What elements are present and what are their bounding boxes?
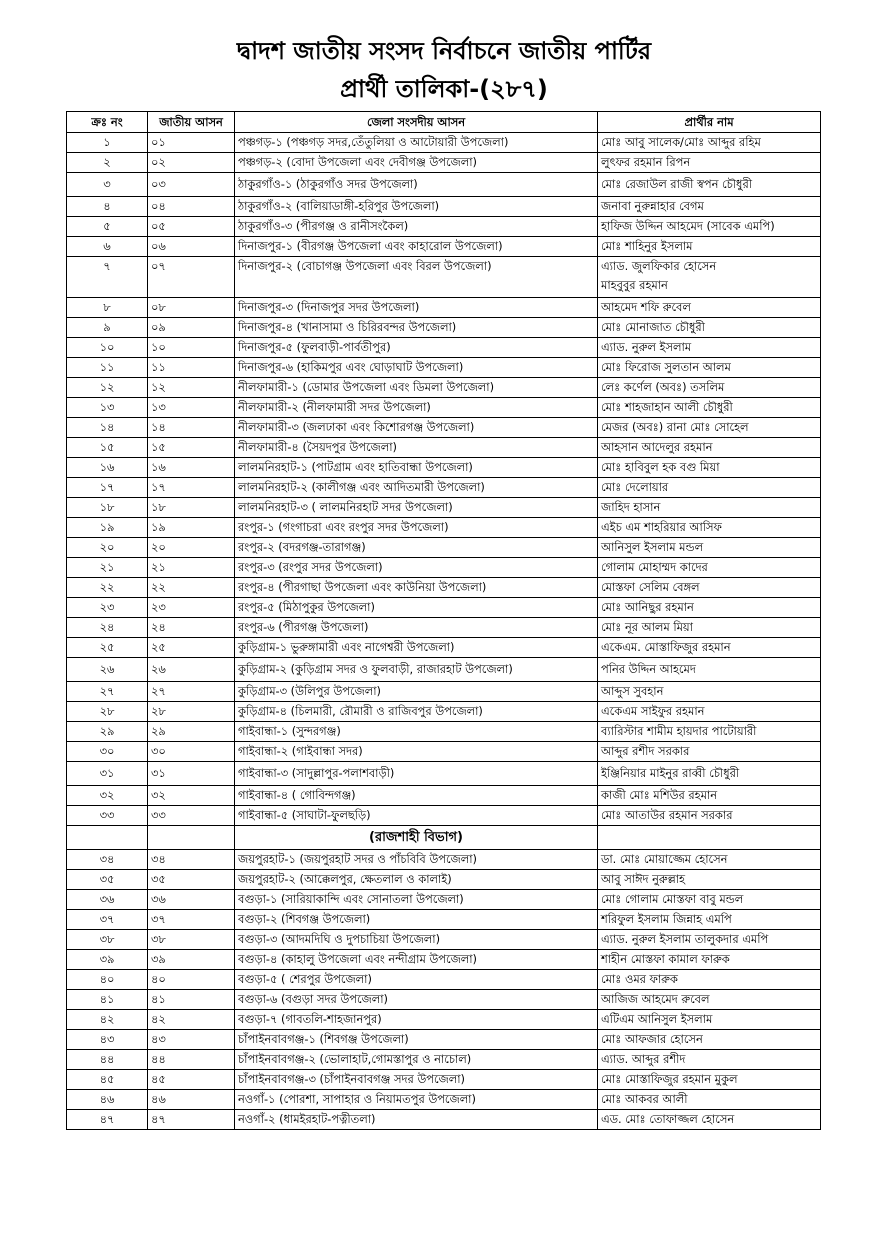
district-seat-cell: পঞ্চগড়-১ (পঞ্চগড় সদর,তেঁতুলিয়া ও আটোয়ারী উপজেলা) [235, 133, 598, 153]
serial-cell: ১ [67, 133, 148, 153]
seat-cell: ০২ [148, 153, 235, 173]
candidate-name-cell: শরিফুল ইসলাম জিন্নাহ এমপি [598, 910, 821, 930]
serial-cell: ৪ [67, 197, 148, 217]
serial-cell: ৪৬ [67, 1090, 148, 1110]
empty-cell [148, 826, 235, 850]
serial-cell: ৫ [67, 217, 148, 237]
candidate-name-cell: আব্দুস সুবহান [598, 682, 821, 702]
district-seat-cell: কুড়িগ্রাম-৪ (চিলমারী, রৌমারী ও রাজিবপুর উপজেলা) [235, 702, 598, 722]
district-seat-cell: রংপুর-৩ (রংপুর সদর উপজেলা) [235, 558, 598, 578]
seat-cell: ১৫ [148, 438, 235, 458]
district-seat-cell: রংপুর-১ (গংগাচরা এবং রংপুর সদর উপজেলা) [235, 518, 598, 538]
district-seat-cell: কুড়িগ্রাম-৩ (উলিপুর উপজেলা) [235, 682, 598, 702]
table-row [67, 598, 821, 618]
serial-cell: ৩২ [67, 786, 148, 806]
seat-cell: ২১ [148, 558, 235, 578]
table-body [67, 133, 821, 1130]
candidate-name-cell: একেএম. মোস্তাফিজুর রহমান [598, 638, 821, 658]
seat-cell: ২২ [148, 578, 235, 598]
seat-cell: ৪৫ [148, 1070, 235, 1090]
candidate-name-cell: মোঃ রেজাউল রাজী স্বপন চৌধুরী [598, 173, 821, 197]
district-seat-cell: লালমনিরহাট-২ (কালীগঞ্জ এবং আদিতমারী উপজেলা) [235, 478, 598, 498]
candidate-name-cell: মোঃ দেলোয়ার [598, 478, 821, 498]
serial-cell: ৬ [67, 237, 148, 257]
table-row [67, 1070, 821, 1090]
serial-cell: ২ [67, 153, 148, 173]
candidate-name-cell: আহসান আদেলুর রহমান [598, 438, 821, 458]
serial-cell: ৪৩ [67, 1030, 148, 1050]
district-seat-cell: কুড়িগ্রাম-২ (কুড়িগ্রাম সদর ও ফুলবাড়ী, রাজারহাট উপজেলা) [235, 658, 598, 682]
table-row [67, 806, 821, 826]
district-seat-cell: ঠাকুরগাঁও-২ (বালিয়াডাঙ্গী-হরিপুর উপজেলা) [235, 197, 598, 217]
serial-cell: ২৭ [67, 682, 148, 702]
candidate-name-cell: মোঃ আনিছুর রহমান [598, 598, 821, 618]
seat-cell: ৪৪ [148, 1050, 235, 1070]
seat-cell: ১৪ [148, 418, 235, 438]
seat-cell: ৪০ [148, 970, 235, 990]
table-row [67, 318, 821, 338]
candidate-name-cell: এইচ এম শাহরিয়ার আসিফ [598, 518, 821, 538]
candidate-name-cell: পনির উদ্দিন আহমেদ [598, 658, 821, 682]
seat-cell: ০৩ [148, 173, 235, 197]
seat-cell: ৪১ [148, 990, 235, 1010]
table-row [67, 578, 821, 598]
section-row [67, 826, 821, 850]
serial-cell: ৪৪ [67, 1050, 148, 1070]
serial-cell: ২৬ [67, 658, 148, 682]
district-seat-cell: গাইবান্ধা-৩ (সাদুল্লাপুর-পলাশবাড়ী) [235, 762, 598, 786]
header-district-seat: জেলা সংসদীয় আসন [235, 112, 598, 133]
serial-cell: ১০ [67, 338, 148, 358]
seat-cell: ০৯ [148, 318, 235, 338]
serial-cell: ৩৫ [67, 870, 148, 890]
table-row [67, 518, 821, 538]
table-row [67, 618, 821, 638]
district-seat-cell: দিনাজপুর-৬ (হাকিমপুর এবং ঘোড়াঘাট উপজেলা) [235, 358, 598, 378]
district-seat-cell: দিনাজপুর-৪ (খানাসামা ও চিরিরবন্দর উপজেলা) [235, 318, 598, 338]
table-row [67, 478, 821, 498]
table-row [67, 298, 821, 318]
district-seat-cell: নীলফামারী-৩ (জলঢাকা এবং কিশোরগঞ্জ উপজেলা) [235, 418, 598, 438]
table-row [67, 638, 821, 658]
serial-cell: ৩৪ [67, 850, 148, 870]
district-seat-cell: কুড়িগ্রাম-১ ভুরুঙ্গামারী এবং নাগেশ্বরী উপজেলা) [235, 638, 598, 658]
seat-cell: ৪২ [148, 1010, 235, 1030]
empty-cell [598, 826, 821, 850]
candidate-name-cell: মোঃ শাহিনুর ইসলাম [598, 237, 821, 257]
table-row [67, 378, 821, 398]
candidate-name-cell: শাহীন মোস্তফা কামাল ফারুক [598, 950, 821, 970]
table-row [67, 786, 821, 806]
district-seat-cell: দিনাজপুর-১ (বীরগঞ্জ উপজেলা এবং কাহারোল উপজেলা) [235, 237, 598, 257]
candidate-name-cell: মোঃ নূর আলম মিয়া [598, 618, 821, 638]
header-serial: ক্রঃ নং [67, 112, 148, 133]
district-seat-cell: জয়পুরহাট-২ (আক্কেলপুর, ক্ষেতলাল ও কালাই) [235, 870, 598, 890]
table-row [67, 153, 821, 173]
serial-cell: ১৪ [67, 418, 148, 438]
seat-cell: ০৮ [148, 298, 235, 318]
header-candidate-name: প্রার্থীর নাম [598, 112, 821, 133]
table-row [67, 658, 821, 682]
seat-cell: ৪৩ [148, 1030, 235, 1050]
candidate-name-cell: মোঃ মোনাজাত চৌধুরী [598, 318, 821, 338]
district-seat-cell: বগুড়া-৬ (বগুড়া সদর উপজেলা) [235, 990, 598, 1010]
seat-cell: ৩২ [148, 786, 235, 806]
table-row [67, 458, 821, 478]
district-seat-cell: বগুড়া-৪ (কাহালু উপজেলা এবং নন্দীগ্রাম উপজেলা) [235, 950, 598, 970]
district-seat-cell: বগুড়া-৭ (গাবতলি-শাহজানপুর) [235, 1010, 598, 1030]
serial-cell: ২৫ [67, 638, 148, 658]
candidate-name-cell: মোঃ হাবিবুল হক বগু মিয়া [598, 458, 821, 478]
serial-cell: ১৭ [67, 478, 148, 498]
candidate-name-cell: এ্যাড. নুরুল ইসলাম [598, 338, 821, 358]
table-row [67, 742, 821, 762]
district-seat-cell: চাঁপাইনবাবগঞ্জ-৩ (চাঁপাইনবাবগঞ্জ সদর উপজেলা) [235, 1070, 598, 1090]
candidate-name-cell: মেজর (অবঃ) রানা মোঃ সোহেল [598, 418, 821, 438]
serial-cell: ৪৭ [67, 1110, 148, 1130]
district-seat-cell: দিনাজপুর-৩ (দিনাজপুর সদর উপজেলা) [235, 298, 598, 318]
candidate-name-cell: মোঃ গোলাম মোস্তফা বাবু মন্ডল [598, 890, 821, 910]
table-row [67, 338, 821, 358]
table-row [67, 970, 821, 990]
candidate-name-cell: লুৎফর রহমান রিপন [598, 153, 821, 173]
table-row [67, 358, 821, 378]
candidate-name-cell: আব্দুর রশীদ সরকার [598, 742, 821, 762]
seat-cell: ০১ [148, 133, 235, 153]
candidate-name-cell: গোলাম মোহাম্মদ কাদের [598, 558, 821, 578]
candidate-name-cell: এ্যাড. আব্দুর রশীদ [598, 1050, 821, 1070]
serial-cell: ২৯ [67, 722, 148, 742]
district-seat-cell: চাঁপাইনবাবগঞ্জ-২ (ভোলাহাট,গোমস্তাপুর ও নাচোল) [235, 1050, 598, 1070]
serial-cell: ২০ [67, 538, 148, 558]
seat-cell: ৩৫ [148, 870, 235, 890]
district-seat-cell: জয়পুরহাট-১ (জয়পুরহাট সদর ও পাঁচবিবি উপজেলা) [235, 850, 598, 870]
candidate-name-cell: এ্যাড. নুরুল ইসলাম তালুকদার এমপি [598, 930, 821, 950]
seat-cell: ১১ [148, 358, 235, 378]
seat-cell: ৩৮ [148, 930, 235, 950]
table-row [67, 1110, 821, 1130]
table-row [67, 762, 821, 786]
serial-cell: ৪০ [67, 970, 148, 990]
seat-cell: ১৭ [148, 478, 235, 498]
table-row [67, 173, 821, 197]
table-row [67, 990, 821, 1010]
seat-cell: ০৬ [148, 237, 235, 257]
document-subtitle: প্রার্থী তালিকা-(২৮৭) [340, 75, 548, 103]
district-seat-cell: গাইবান্ধা-৫ (সাঘাটা-ফুলছড়ি) [235, 806, 598, 826]
candidate-table [66, 111, 821, 1130]
table-row [67, 722, 821, 742]
header-national-seat: জাতীয় আসন [148, 112, 235, 133]
candidate-name-cell: মোঃ শাহজাহান আলী চৌধুরী [598, 398, 821, 418]
table-row [67, 890, 821, 910]
serial-cell: ১৯ [67, 518, 148, 538]
seat-cell: ১৩ [148, 398, 235, 418]
serial-cell: ১৬ [67, 458, 148, 478]
district-seat-cell: নীলফামারী-২ (নীলফামারী সদর উপজেলা) [235, 398, 598, 418]
district-seat-cell: গাইবান্ধা-২ (গাইবান্ধা সদর) [235, 742, 598, 762]
district-seat-cell: পঞ্চগড়-২ (বোদা উপজেলা এবং দেবীগঞ্জ উপজেলা) [235, 153, 598, 173]
serial-cell: ২৪ [67, 618, 148, 638]
table-row [67, 1090, 821, 1110]
document-title: দ্বাদশ জাতীয় সংসদ নির্বাচনে জাতীয় পার্টির [236, 37, 652, 65]
table-row [67, 257, 821, 298]
district-seat-cell: নওগাঁ-১ (পোরশা, সাপাহার ও নিয়ামতপুর উপজেলা) [235, 1090, 598, 1110]
district-seat-cell: রংপুর-৬ (পীরগঞ্জ উপজেলা) [235, 618, 598, 638]
district-seat-cell: বগুড়া-৫ ( শেরপুর উপজেলা) [235, 970, 598, 990]
candidate-name-cell: ইঞ্জিনিয়ার মাইনুর রাব্বী চৌধুরী [598, 762, 821, 786]
seat-cell: ৩৩ [148, 806, 235, 826]
candidate-name-line: এ্যাড. জুলফিকার হোসেন [601, 259, 717, 273]
serial-cell: ৩৩ [67, 806, 148, 826]
candidate-name-cell: এটিএম আনিসুল ইসলাম [598, 1010, 821, 1030]
district-seat-cell: রংপুর-৪ (পীরগাছা উপজেলা এবং কাউনিয়া উপজেলা) [235, 578, 598, 598]
district-seat-cell: বগুড়া-৩ (আদমদিঘি ও দুপচাচিয়া উপজেলা) [235, 930, 598, 950]
candidate-name-cell: আবু সাঈদ নুরুল্লাহ [598, 870, 821, 890]
serial-cell: ১২ [67, 378, 148, 398]
serial-cell: ৪২ [67, 1010, 148, 1030]
seat-cell: ২৭ [148, 682, 235, 702]
serial-cell: ৪১ [67, 990, 148, 1010]
table-row [67, 950, 821, 970]
seat-cell: ১৮ [148, 498, 235, 518]
seat-cell: ২৪ [148, 618, 235, 638]
candidate-name-cell: লেঃ কর্ণেল (অবঃ) তসলিম [598, 378, 821, 398]
seat-cell: ২৬ [148, 658, 235, 682]
table-row [67, 1030, 821, 1050]
table-row [67, 930, 821, 950]
table-row [67, 538, 821, 558]
table-row [67, 398, 821, 418]
serial-cell: ৩১ [67, 762, 148, 786]
seat-cell: ৪৬ [148, 1090, 235, 1110]
seat-cell: ৪৭ [148, 1110, 235, 1130]
candidate-name-cell: আহমেদ শফি রুবেল [598, 298, 821, 318]
district-seat-cell: ঠাকুরগাঁও-৩ (পীরগঞ্জ ও রানীসংকৈল) [235, 217, 598, 237]
serial-cell: ৩৮ [67, 930, 148, 950]
table-row [67, 197, 821, 217]
seat-cell: ২৯ [148, 722, 235, 742]
serial-cell: ১৩ [67, 398, 148, 418]
candidate-name-cell: মোঃ মোস্তাফিজুর রহমান মুকুল [598, 1070, 821, 1090]
table-row [67, 1050, 821, 1070]
district-seat-cell: দিনাজপুর-২ (বোচাগঞ্জ উপজেলা এবং বিরল উপজেলা) [235, 257, 598, 298]
table-row [67, 850, 821, 870]
candidate-name-cell: আজিজ আহমেদ রুবেল [598, 990, 821, 1010]
district-seat-cell: রংপুর-২ (বদরগঞ্জ-তারাগঞ্জ) [235, 538, 598, 558]
serial-cell: ২২ [67, 578, 148, 598]
serial-cell: ৩৯ [67, 950, 148, 970]
serial-cell: ১৮ [67, 498, 148, 518]
district-seat-cell: গাইবান্ধা-৪ ( গোবিন্দগঞ্জ) [235, 786, 598, 806]
candidate-name-cell: মোঃ ফিরোজ সুলতান আলম [598, 358, 821, 378]
seat-cell: ২০ [148, 538, 235, 558]
seat-cell: ২৫ [148, 638, 235, 658]
seat-cell: ২৮ [148, 702, 235, 722]
table-row [67, 558, 821, 578]
seat-cell: ৩০ [148, 742, 235, 762]
serial-cell: ৩০ [67, 742, 148, 762]
candidate-name-cell: মোস্তফা সেলিম বেঙ্গল [598, 578, 821, 598]
candidate-name-line: মাহবুবুর রহমান [601, 278, 668, 292]
serial-cell: ৮ [67, 298, 148, 318]
serial-cell: ৩ [67, 173, 148, 197]
table-row [67, 870, 821, 890]
district-seat-cell: ঠাকুরগাঁও-১ (ঠাকুরগাঁও সদর উপজেলা) [235, 173, 598, 197]
district-seat-cell: নীলফামারী-৪ (সৈয়দপুর উপজেলা) [235, 438, 598, 458]
table-row [67, 438, 821, 458]
candidate-name-cell: কাজী মোঃ মশিউর রহমান [598, 786, 821, 806]
seat-cell: ০৪ [148, 197, 235, 217]
seat-cell: ৩৬ [148, 890, 235, 910]
district-seat-cell: নীলফামারী-১ (ডোমার উপজেলা এবং ডিমলা উপজেলা) [235, 378, 598, 398]
table-row [67, 1010, 821, 1030]
serial-cell: ১৫ [67, 438, 148, 458]
district-seat-cell: দিনাজপুর-৫ (ফুলবাড়ী-পার্বতীপুর) [235, 338, 598, 358]
section-label: (রাজশাহী বিভাগ) [235, 826, 598, 850]
table-row [67, 910, 821, 930]
seat-cell: ১০ [148, 338, 235, 358]
serial-cell: ৭ [67, 257, 148, 298]
seat-cell: ৩৯ [148, 950, 235, 970]
seat-cell: ১২ [148, 378, 235, 398]
table-header-row [67, 112, 821, 133]
district-seat-cell: রংপুর-৫ (মিঠাপুকুর উপজেলা) [235, 598, 598, 618]
serial-cell: ২৮ [67, 702, 148, 722]
candidate-name-cell [598, 257, 821, 298]
table-row [67, 682, 821, 702]
empty-cell [67, 826, 148, 850]
district-seat-cell: বগুড়া-১ (সারিয়াকান্দি এবং সোনাতলা উপজেলা) [235, 890, 598, 910]
seat-cell: ৩৪ [148, 850, 235, 870]
serial-cell: ১১ [67, 358, 148, 378]
serial-cell: ৪৫ [67, 1070, 148, 1090]
district-seat-cell: লালমনিরহাট-১ (পাটগ্রাম এবং হাতিবান্ধা উপজেলা) [235, 458, 598, 478]
serial-cell: ৩৬ [67, 890, 148, 910]
district-seat-cell: গাইবান্ধা-১ (সুন্দরগঞ্জ) [235, 722, 598, 742]
candidate-name-cell: ব্যারিস্টার শামীম হায়দার পাটোয়ারী [598, 722, 821, 742]
candidate-name-cell: মোঃ আকবর আলী [598, 1090, 821, 1110]
seat-cell: ১৯ [148, 518, 235, 538]
serial-cell: ২১ [67, 558, 148, 578]
table-row [67, 217, 821, 237]
district-seat-cell: নওগাঁ-২ (ধামইরহাট-পত্নীতলা) [235, 1110, 598, 1130]
table-row [67, 702, 821, 722]
table-row [67, 237, 821, 257]
serial-cell: ২৩ [67, 598, 148, 618]
district-seat-cell: লালমনিরহাট-৩ ( লালমনিরহাট সদর উপজেলা) [235, 498, 598, 518]
candidate-name-cell: মোঃ আফজার হোসেন [598, 1030, 821, 1050]
candidate-name-cell: মোঃ ওমর ফারুক [598, 970, 821, 990]
candidate-name-cell: জাহিদ হাসান [598, 498, 821, 518]
table-row [67, 418, 821, 438]
seat-cell: ০৭ [148, 257, 235, 298]
candidate-name-cell: একেএম সাইফুর রহমান [598, 702, 821, 722]
candidate-name-cell: আনিসুল ইসলাম মন্ডল [598, 538, 821, 558]
candidate-name-cell: মোঃ আতাউর রহমান সরকার [598, 806, 821, 826]
seat-cell: ০৫ [148, 217, 235, 237]
candidate-name-cell: ডা. মোঃ মোয়াজ্জেম হোসেন [598, 850, 821, 870]
candidate-name-cell: হাফিজ উদ্দিন আহমেদ (সাবেক এমপি) [598, 217, 821, 237]
serial-cell: ৯ [67, 318, 148, 338]
candidate-name-cell: মোঃ আবু সালেক/মোঃ আব্দুর রহিম [598, 133, 821, 153]
table-row [67, 133, 821, 153]
table-row [67, 498, 821, 518]
seat-cell: ১৬ [148, 458, 235, 478]
seat-cell: ৩৭ [148, 910, 235, 930]
candidate-name-cell: এড. মোঃ তোফাজ্জল হোসেন [598, 1110, 821, 1130]
district-seat-cell: চাঁপাইনবাবগঞ্জ-১ (শিবগঞ্জ উপজেলা) [235, 1030, 598, 1050]
district-seat-cell: বগুড়া-২ (শিবগঞ্জ উপজেলা) [235, 910, 598, 930]
serial-cell: ৩৭ [67, 910, 148, 930]
seat-cell: ২৩ [148, 598, 235, 618]
seat-cell: ৩১ [148, 762, 235, 786]
candidate-name-cell: জনাবা নুরুন্নাহার বেগম [598, 197, 821, 217]
